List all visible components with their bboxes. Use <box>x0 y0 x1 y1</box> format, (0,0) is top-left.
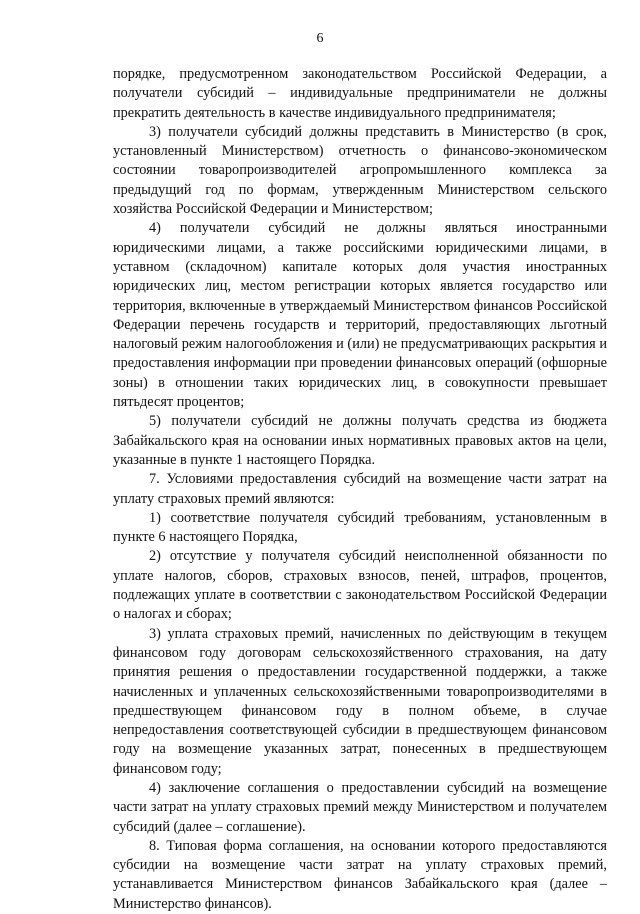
paragraph-item-3: 3) получатели субсидий должны представить в Министерство (в срок, установленный Министерством) отчетность о финансово-экономическом состоянии товаропроизводителей агропромышленного комплекса за предыдущий год по формам, утвержденным Министерством сельского хозяйства Российской Федерации и Министерством; <box>113 123 607 218</box>
paragraph-clause-7-item-3: 3) уплата страховых премий, начисленных по действующим в текущем финансовом году договорам сельскохозяйственного страхования, на дату принятия решения о предоставлении государственной поддержки, а также начисленных и уплаченных сельскохозяйственными товаропроизводителями в предшествующем финансовом году в полном объеме, в случае непредоставления соответствующей субсидии в предшествующем финансовом году на возмещение указанных затрат, понесенных в предшествующем финансовом году; <box>113 625 607 777</box>
paragraph-clause-7-item-1: 1) соответствие получателя субсидий требованиям, установленным в пункте 6 настоящего Порядка, <box>113 509 607 546</box>
document-body <box>113 65 607 914</box>
paragraph-clause-7-item-2: 2) отсутствие у получателя субсидий неисполненной обязанности по уплате налогов, сборов, страховых взносов, пеней, штрафов, процентов, подлежащих уплате в соответствии с законодательством Российской Федерации о налогах и сборах; <box>113 548 607 623</box>
paragraph-clause-8: 8. Типовая форма соглашения, на основании которого предоставляются субсидии на возмещение части затрат на уплату страховых премий, устанавливается Министерством финансов Забайкальского края (далее – Министерство финансов). <box>113 837 607 912</box>
paragraph-item-5: 5) получатели субсидий не должны получать средства из бюджета Забайкальского края на основании иных нормативных правовых актов на цели, указанные в пункте 1 настоящего Порядка. <box>113 413 607 468</box>
paragraph-continuation: порядке, предусмотренном законодательством Российской Федерации, а получатели субсидий – индивидуальные предприниматели не должны прекратить деятельность в качестве индивидуального предпринимателя; <box>113 66 607 121</box>
paragraph-clause-7-item-4: 4) заключение соглашения о предоставлении субсидий на возмещение части затрат на уплату страховых премий между Министерством и получателем субсидий (далее – соглашение). <box>113 779 607 835</box>
page-number: 6 <box>316 31 324 46</box>
paragraph-item-4: 4) получатели субсидий не должны являться иностранными юридическими лицами, а также российскими юридическими лицами, в уставном (складочном) капитале которых доля участия иностранных юридических лиц, местом регистрации которых является государство или территория, включенные в утверждаемый Министерством финансов Российской Федерации перечень государств и территорий, предоставляющих льготный налоговый режим налогообложения и (или) не предусматривающих раскрытия и предоставления информации при проведении финансовых операций (офшорные зоны) в отношении таких юридических лиц, в совокупности превышает пятьдесят процентов; <box>113 220 607 411</box>
paragraph-clause-7: 7. Условиями предоставления субсидий на возмещение части затрат на уплату страховых премий являются: <box>113 471 607 507</box>
